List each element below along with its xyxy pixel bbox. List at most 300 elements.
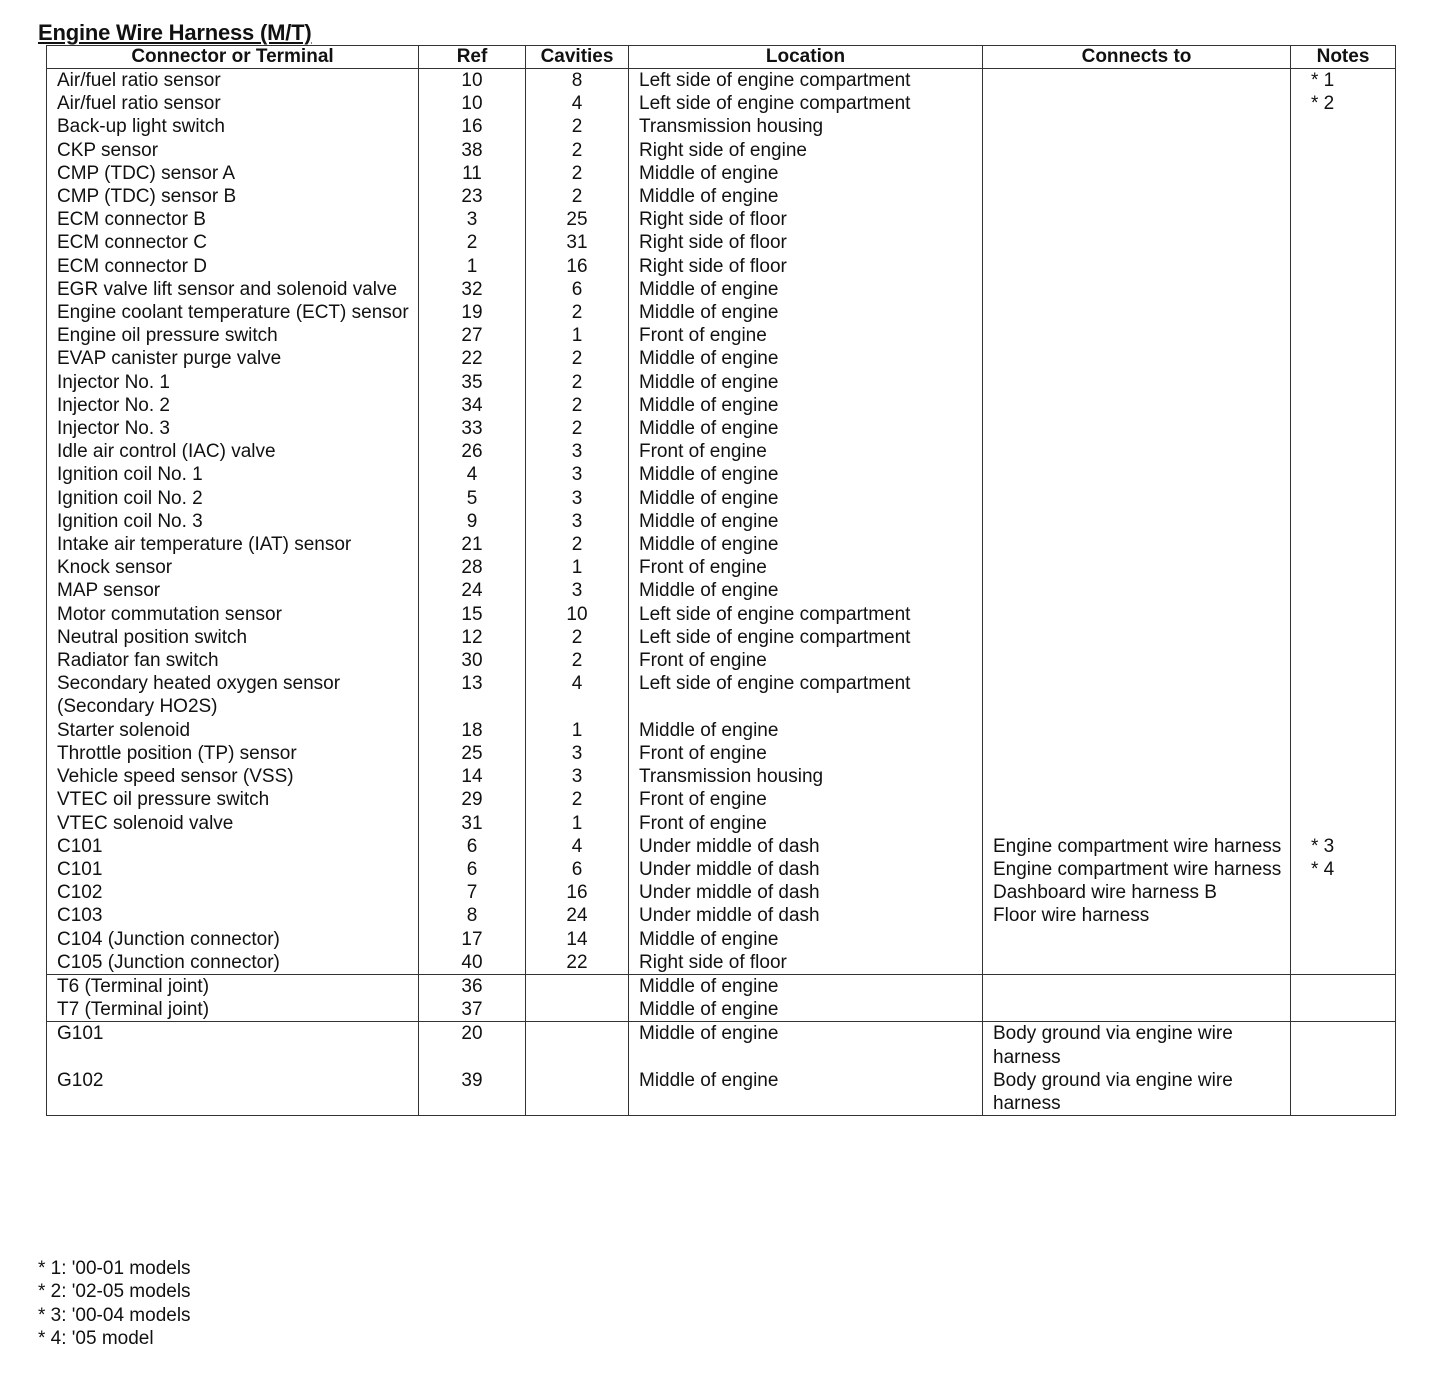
cell-connects-to	[983, 139, 1291, 162]
table-row	[47, 231, 1396, 254]
cell-cavities: 3	[526, 742, 629, 765]
cell-location: Middle of engine	[629, 998, 983, 1022]
table-row	[47, 788, 1396, 811]
cell-connector: G102	[47, 1069, 419, 1116]
table-row	[47, 951, 1396, 975]
cell-connector: Air/fuel ratio sensor	[47, 92, 419, 115]
cell-cavities: 25	[526, 208, 629, 231]
cell-location: Right side of floor	[629, 208, 983, 231]
cell-connects-to: Floor wire harness	[983, 904, 1291, 927]
cell-cavities	[526, 974, 629, 998]
cell-cavities: 3	[526, 579, 629, 602]
cell-notes	[1291, 487, 1396, 510]
cell-connector: Idle air control (IAC) valve	[47, 440, 419, 463]
table-row	[47, 92, 1396, 115]
cell-connects-to	[983, 765, 1291, 788]
cell-location: Right side of floor	[629, 231, 983, 254]
table-row	[47, 440, 1396, 463]
cell-notes	[1291, 951, 1396, 975]
cell-notes	[1291, 139, 1396, 162]
cell-location: Middle of engine	[629, 928, 983, 951]
cell-cavities: 2	[526, 533, 629, 556]
cell-ref: 11	[419, 162, 526, 185]
cell-location: Right side of floor	[629, 951, 983, 975]
cell-cavities: 2	[526, 115, 629, 138]
header-location: Location	[629, 46, 983, 69]
cell-notes	[1291, 556, 1396, 579]
cell-ref: 7	[419, 881, 526, 904]
cell-notes	[1291, 347, 1396, 370]
cell-connects-to	[983, 301, 1291, 324]
cell-connects-to	[983, 487, 1291, 510]
cell-connector: Engine oil pressure switch	[47, 324, 419, 347]
cell-connects-to	[983, 255, 1291, 278]
table-row	[47, 858, 1396, 881]
table-body	[47, 69, 1396, 1116]
footnote-1: * 1: '00-01 models	[38, 1258, 191, 1279]
cell-location: Middle of engine	[629, 1069, 983, 1116]
cell-connects-to	[983, 324, 1291, 347]
table-row	[47, 603, 1396, 626]
cell-connector: Engine coolant temperature (ECT) sensor	[47, 301, 419, 324]
table-row	[47, 556, 1396, 579]
table-row	[47, 255, 1396, 278]
cell-location: Left side of engine compartment	[629, 672, 983, 718]
cell-notes	[1291, 417, 1396, 440]
cell-connects-to	[983, 417, 1291, 440]
table-row	[47, 139, 1396, 162]
cell-connector: Back-up light switch	[47, 115, 419, 138]
cell-cavities: 4	[526, 92, 629, 115]
cell-location: Right side of floor	[629, 255, 983, 278]
cell-notes	[1291, 278, 1396, 301]
cell-ref: 1	[419, 255, 526, 278]
cell-connector: C104 (Junction connector)	[47, 928, 419, 951]
cell-location: Under middle of dash	[629, 881, 983, 904]
cell-notes	[1291, 626, 1396, 649]
cell-notes: * 4	[1291, 858, 1396, 881]
table-row	[47, 487, 1396, 510]
cell-ref: 31	[419, 812, 526, 835]
table-row	[47, 208, 1396, 231]
table-row	[47, 347, 1396, 370]
cell-location: Under middle of dash	[629, 904, 983, 927]
header-connector: Connector or Terminal	[47, 46, 419, 69]
cell-connects-to	[983, 928, 1291, 951]
cell-notes: * 3	[1291, 835, 1396, 858]
cell-connector: Starter solenoid	[47, 719, 419, 742]
cell-cavities	[526, 1022, 629, 1069]
cell-location: Front of engine	[629, 440, 983, 463]
cell-connector: T6 (Terminal joint)	[47, 974, 419, 998]
cell-location: Under middle of dash	[629, 858, 983, 881]
cell-location: Middle of engine	[629, 301, 983, 324]
cell-connector: Knock sensor	[47, 556, 419, 579]
cell-connects-to	[983, 347, 1291, 370]
cell-notes	[1291, 742, 1396, 765]
cell-location: Middle of engine	[629, 579, 983, 602]
cell-connects-to	[983, 231, 1291, 254]
cell-ref: 29	[419, 788, 526, 811]
table-row	[47, 301, 1396, 324]
cell-cavities: 2	[526, 626, 629, 649]
cell-location: Under middle of dash	[629, 835, 983, 858]
cell-connects-to: Dashboard wire harness B	[983, 881, 1291, 904]
table-row	[47, 1022, 1396, 1069]
cell-cavities: 2	[526, 301, 629, 324]
cell-location: Left side of engine compartment	[629, 92, 983, 115]
cell-cavities: 3	[526, 463, 629, 486]
table-row	[47, 579, 1396, 602]
cell-notes	[1291, 1022, 1396, 1069]
cell-ref: 5	[419, 487, 526, 510]
cell-connector: Ignition coil No. 3	[47, 510, 419, 533]
cell-connects-to	[983, 788, 1291, 811]
cell-cavities: 31	[526, 231, 629, 254]
cell-notes	[1291, 974, 1396, 998]
cell-notes	[1291, 649, 1396, 672]
cell-connector: C101	[47, 858, 419, 881]
cell-connects-to	[983, 603, 1291, 626]
cell-ref: 2	[419, 231, 526, 254]
cell-ref: 37	[419, 998, 526, 1022]
cell-ref: 13	[419, 672, 526, 718]
cell-connector: VTEC solenoid valve	[47, 812, 419, 835]
cell-location: Middle of engine	[629, 371, 983, 394]
table-row	[47, 278, 1396, 301]
cell-ref: 34	[419, 394, 526, 417]
table-row	[47, 463, 1396, 486]
cell-notes	[1291, 1069, 1396, 1116]
cell-connects-to	[983, 556, 1291, 579]
cell-ref: 22	[419, 347, 526, 370]
cell-notes	[1291, 301, 1396, 324]
cell-ref: 23	[419, 185, 526, 208]
cell-notes	[1291, 510, 1396, 533]
table-row	[47, 510, 1396, 533]
cell-cavities: 2	[526, 649, 629, 672]
harness-table	[46, 45, 1396, 1116]
cell-ref: 36	[419, 974, 526, 998]
cell-cavities: 2	[526, 788, 629, 811]
cell-ref: 26	[419, 440, 526, 463]
cell-connects-to	[983, 394, 1291, 417]
table-row	[47, 417, 1396, 440]
footnote-3: * 3: '00-04 models	[38, 1304, 191, 1326]
cell-connector: Neutral position switch	[47, 626, 419, 649]
table-row	[47, 324, 1396, 347]
cell-location: Front of engine	[629, 742, 983, 765]
cell-location: Middle of engine	[629, 162, 983, 185]
cell-notes	[1291, 812, 1396, 835]
cell-connects-to	[983, 742, 1291, 765]
page-title: Engine Wire Harness (M/T)	[38, 20, 312, 45]
cell-ref: 17	[419, 928, 526, 951]
cell-ref: 15	[419, 603, 526, 626]
footnote-4: * 4: '05 model	[38, 1328, 154, 1350]
cell-cavities: 2	[526, 139, 629, 162]
cell-connects-to	[983, 974, 1291, 998]
cell-notes	[1291, 208, 1396, 231]
cell-connector: EVAP canister purge valve	[47, 347, 419, 370]
cell-notes	[1291, 115, 1396, 138]
cell-connects-to	[983, 162, 1291, 185]
table-row	[47, 162, 1396, 185]
cell-ref: 32	[419, 278, 526, 301]
cell-connector: VTEC oil pressure switch	[47, 788, 419, 811]
cell-connector: Vehicle speed sensor (VSS)	[47, 765, 419, 788]
table-row	[47, 649, 1396, 672]
cell-ref: 30	[419, 649, 526, 672]
cell-notes	[1291, 394, 1396, 417]
cell-cavities: 16	[526, 255, 629, 278]
cell-cavities: 2	[526, 162, 629, 185]
cell-location: Middle of engine	[629, 347, 983, 370]
table-row	[47, 928, 1396, 951]
footnotes	[38, 1257, 191, 1351]
header-ref: Ref	[419, 46, 526, 69]
cell-connector: C102	[47, 881, 419, 904]
cell-cavities: 1	[526, 719, 629, 742]
cell-location: Front of engine	[629, 812, 983, 835]
cell-ref: 33	[419, 417, 526, 440]
cell-location: Middle of engine	[629, 719, 983, 742]
header-notes: Notes	[1291, 46, 1396, 69]
footnote-2: * 2: '02-05 models	[38, 1281, 191, 1303]
cell-notes: * 1	[1291, 69, 1396, 93]
cell-location: Middle of engine	[629, 417, 983, 440]
cell-cavities: 1	[526, 324, 629, 347]
header-row	[47, 46, 1396, 69]
cell-location: Middle of engine	[629, 1022, 983, 1069]
cell-ref: 3	[419, 208, 526, 231]
cell-location: Middle of engine	[629, 185, 983, 208]
cell-location: Front of engine	[629, 649, 983, 672]
table-row	[47, 998, 1396, 1022]
cell-cavities: 6	[526, 278, 629, 301]
cell-cavities: 16	[526, 881, 629, 904]
cell-connects-to	[983, 812, 1291, 835]
cell-ref: 20	[419, 1022, 526, 1069]
cell-notes	[1291, 463, 1396, 486]
cell-ref: 4	[419, 463, 526, 486]
cell-ref: 27	[419, 324, 526, 347]
cell-ref: 16	[419, 115, 526, 138]
cell-connector: Air/fuel ratio sensor	[47, 69, 419, 93]
cell-ref: 6	[419, 835, 526, 858]
cell-cavities: 24	[526, 904, 629, 927]
cell-notes	[1291, 904, 1396, 927]
cell-connects-to	[983, 719, 1291, 742]
cell-location: Middle of engine	[629, 974, 983, 998]
cell-ref: 9	[419, 510, 526, 533]
cell-cavities: 1	[526, 812, 629, 835]
cell-ref: 10	[419, 92, 526, 115]
cell-notes	[1291, 928, 1396, 951]
table-row	[47, 371, 1396, 394]
cell-connects-to	[983, 185, 1291, 208]
cell-connects-to: Body ground via engine wire harness	[983, 1022, 1291, 1069]
cell-ref: 14	[419, 765, 526, 788]
cell-connector: MAP sensor	[47, 579, 419, 602]
cell-connects-to	[983, 533, 1291, 556]
cell-connects-to	[983, 69, 1291, 93]
cell-connector: Injector No. 1	[47, 371, 419, 394]
cell-connector: C103	[47, 904, 419, 927]
cell-notes	[1291, 881, 1396, 904]
cell-location: Middle of engine	[629, 463, 983, 486]
cell-cavities: 2	[526, 417, 629, 440]
cell-connects-to	[983, 115, 1291, 138]
cell-notes	[1291, 579, 1396, 602]
cell-cavities: 3	[526, 487, 629, 510]
cell-connector: Injector No. 3	[47, 417, 419, 440]
cell-connector: ECM connector C	[47, 231, 419, 254]
cell-ref: 21	[419, 533, 526, 556]
cell-connector: Radiator fan switch	[47, 649, 419, 672]
cell-ref: 24	[419, 579, 526, 602]
cell-cavities: 1	[526, 556, 629, 579]
cell-cavities	[526, 998, 629, 1022]
cell-location: Front of engine	[629, 324, 983, 347]
cell-connects-to: Engine compartment wire harness	[983, 858, 1291, 881]
table-row	[47, 672, 1396, 718]
cell-cavities	[526, 1069, 629, 1116]
cell-notes	[1291, 603, 1396, 626]
cell-connector: C101	[47, 835, 419, 858]
table-row	[47, 974, 1396, 998]
cell-notes	[1291, 440, 1396, 463]
cell-connects-to	[983, 371, 1291, 394]
cell-connector: C105 (Junction connector)	[47, 951, 419, 975]
cell-location: Middle of engine	[629, 487, 983, 510]
cell-location: Middle of engine	[629, 510, 983, 533]
cell-cavities: 22	[526, 951, 629, 975]
cell-cavities: 4	[526, 672, 629, 718]
cell-notes	[1291, 788, 1396, 811]
cell-location: Middle of engine	[629, 533, 983, 556]
cell-connects-to	[983, 208, 1291, 231]
cell-notes	[1291, 185, 1396, 208]
table-row	[47, 904, 1396, 927]
header-cavities: Cavities	[526, 46, 629, 69]
table-row	[47, 69, 1396, 93]
cell-connects-to: Body ground via engine wire harness	[983, 1069, 1291, 1116]
cell-cavities: 2	[526, 347, 629, 370]
cell-connects-to	[983, 463, 1291, 486]
cell-ref: 12	[419, 626, 526, 649]
cell-location: Middle of engine	[629, 394, 983, 417]
cell-connector: Motor commutation sensor	[47, 603, 419, 626]
cell-location: Right side of engine	[629, 139, 983, 162]
cell-cavities: 14	[526, 928, 629, 951]
cell-notes: * 2	[1291, 92, 1396, 115]
cell-connects-to	[983, 92, 1291, 115]
cell-connector: Ignition coil No. 2	[47, 487, 419, 510]
cell-connects-to	[983, 626, 1291, 649]
cell-location: Middle of engine	[629, 278, 983, 301]
cell-ref: 38	[419, 139, 526, 162]
table-row	[47, 115, 1396, 138]
cell-location: Left side of engine compartment	[629, 603, 983, 626]
table-row	[47, 533, 1396, 556]
cell-notes	[1291, 672, 1396, 718]
cell-connector: T7 (Terminal joint)	[47, 998, 419, 1022]
table-row	[47, 1069, 1396, 1116]
cell-ref: 25	[419, 742, 526, 765]
table-row	[47, 185, 1396, 208]
cell-connector: Throttle position (TP) sensor	[47, 742, 419, 765]
cell-ref: 28	[419, 556, 526, 579]
table-row	[47, 881, 1396, 904]
cell-ref: 39	[419, 1069, 526, 1116]
cell-cavities: 3	[526, 765, 629, 788]
cell-ref: 6	[419, 858, 526, 881]
table-row	[47, 742, 1396, 765]
cell-connects-to: Engine compartment wire harness	[983, 835, 1291, 858]
cell-connector: EGR valve lift sensor and solenoid valve	[47, 278, 419, 301]
cell-cavities: 4	[526, 835, 629, 858]
cell-location: Left side of engine compartment	[629, 69, 983, 93]
table-row	[47, 835, 1396, 858]
cell-connector: CKP sensor	[47, 139, 419, 162]
cell-connects-to	[983, 510, 1291, 533]
cell-notes	[1291, 231, 1396, 254]
cell-location: Transmission housing	[629, 765, 983, 788]
cell-notes	[1291, 719, 1396, 742]
cell-ref: 18	[419, 719, 526, 742]
cell-notes	[1291, 324, 1396, 347]
header-connects-to: Connects to	[983, 46, 1291, 69]
cell-cavities: 2	[526, 394, 629, 417]
cell-cavities: 8	[526, 69, 629, 93]
cell-notes	[1291, 255, 1396, 278]
cell-location: Front of engine	[629, 556, 983, 579]
cell-location: Front of engine	[629, 788, 983, 811]
cell-notes	[1291, 162, 1396, 185]
cell-cavities: 6	[526, 858, 629, 881]
cell-cavities: 3	[526, 510, 629, 533]
table-row	[47, 626, 1396, 649]
table-row	[47, 812, 1396, 835]
cell-connects-to	[983, 672, 1291, 718]
cell-ref: 35	[419, 371, 526, 394]
cell-connector: ECM connector D	[47, 255, 419, 278]
cell-notes	[1291, 998, 1396, 1022]
cell-connector: Secondary heated oxygen sensor (Secondary HO2S)	[47, 672, 419, 718]
cell-cavities: 2	[526, 371, 629, 394]
cell-location: Left side of engine compartment	[629, 626, 983, 649]
cell-cavities: 10	[526, 603, 629, 626]
cell-connector: Intake air temperature (IAT) sensor	[47, 533, 419, 556]
cell-connects-to	[983, 440, 1291, 463]
table-row	[47, 719, 1396, 742]
cell-connects-to	[983, 579, 1291, 602]
cell-connector: CMP (TDC) sensor B	[47, 185, 419, 208]
table-row	[47, 394, 1396, 417]
cell-ref: 40	[419, 951, 526, 975]
cell-notes	[1291, 371, 1396, 394]
cell-ref: 19	[419, 301, 526, 324]
cell-connects-to	[983, 998, 1291, 1022]
cell-location: Transmission housing	[629, 115, 983, 138]
cell-ref: 8	[419, 904, 526, 927]
cell-connects-to	[983, 649, 1291, 672]
cell-connector: ECM connector B	[47, 208, 419, 231]
cell-connects-to	[983, 278, 1291, 301]
cell-connector: G101	[47, 1022, 419, 1069]
cell-connector: CMP (TDC) sensor A	[47, 162, 419, 185]
